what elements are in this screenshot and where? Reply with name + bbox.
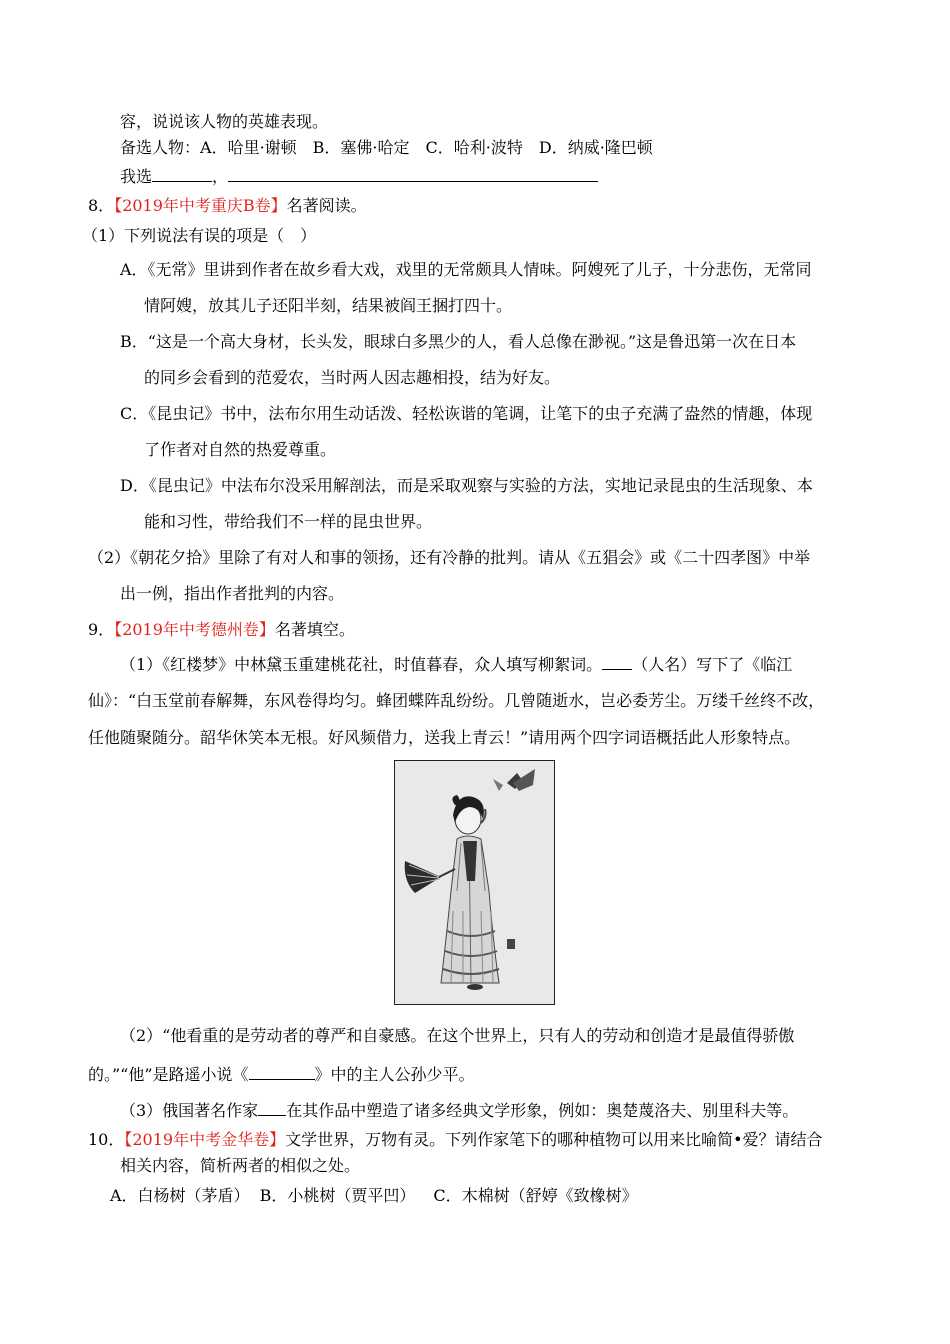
q9-p2-text-a: 的。”“他”是路遥小说《	[88, 1065, 249, 1084]
q10-source-tag: 【2019年中考金华卷】	[124, 1130, 286, 1149]
q8-source-tag: 【2019年中考重庆B卷】	[114, 196, 287, 215]
q8-option-b-line1: B．“这是一个高大身材，长头发，眼球白多黑少的人，看人总像在渺视。”这是鲁迅第一次在日本	[120, 332, 797, 351]
q9-header	[88, 619, 355, 641]
q9-p1-line2: 仙》：“白玉堂前春解舞，东风卷得均匀。蜂团蝶阵乱纷纷。几曾随逝水，岂必委芳尘。万缕千丝终不改，	[88, 691, 825, 710]
q9-source-tag: 【2019年中考德州卷】	[114, 620, 275, 639]
q8-number: 8．	[88, 196, 115, 215]
q9-p3-line	[120, 1099, 798, 1122]
q7-reason-blank[interactable]	[228, 165, 598, 182]
lady-painting-image	[394, 760, 555, 1005]
q9-p1-text-b: （人名）写下了《临江	[632, 655, 793, 674]
q8-header	[88, 195, 367, 217]
q9-p3-text-b: 在其作品中塑造了诸多经典文学形象，例如：奥楚蔑洛夫、别里科夫等。	[286, 1101, 799, 1120]
q9-author-blank[interactable]	[258, 1099, 286, 1116]
q8-option-a-line1: A．《无常》里讲到作者在故乡看大戏，戏里的无常颇具人情味。阿嫂死了儿子，十分悲伤，无常同	[120, 260, 812, 279]
q10-options	[110, 1185, 638, 1207]
q7-option-a: A．哈里·谢顿	[200, 138, 297, 157]
q7-options-prefix: 备选人物：	[120, 138, 201, 157]
q8-option-d-line1: D．《昆虫记》中法布尔没采用解剖法，而是采取观察与实验的方法，实地记录昆虫的生活现象、本	[120, 476, 813, 495]
q10-option-c: C．木棉树（舒婷《致橡树》	[433, 1186, 638, 1205]
q9-p2-line2	[88, 1063, 475, 1086]
q7-choose-label: 我选	[120, 167, 153, 186]
q9-name-blank[interactable]	[602, 653, 632, 670]
q7-answer-line	[120, 165, 598, 188]
q10-option-a: A．白杨树（茅盾）	[110, 1186, 250, 1205]
seal-icon	[507, 939, 515, 949]
q7-option-d: D．纳威·隆巴顿	[538, 138, 653, 157]
q7-option-c: C．哈利·波特	[425, 138, 523, 157]
q9-p1-text-a: （1）《红楼梦》中林黛玉重建桃花社，时值暮春，众人填写柳絮词。	[120, 655, 603, 674]
q8-option-c-line1: C．《昆虫记》书中，法布尔用生动话泼、轻松诙谐的笔调，让笔下的虫子充满了盎然的情趣，体现	[120, 404, 813, 423]
q10-line2: 相关内容，简析两者的相似之处。	[120, 1156, 361, 1175]
q8-option-a-line2: 情阿嫂，放其儿子还阳半刻，结果被阎王捆打四十。	[144, 296, 513, 315]
q7-text-line: 容，说说该人物的英雄表现。	[120, 112, 329, 131]
q10-header	[88, 1129, 823, 1151]
q8-option-b-line2: 的同乡会看到的范爱农，当时两人因志趣相投，结为好友。	[144, 368, 561, 387]
q9-p3-text-a: （3）俄国著名作家	[120, 1101, 259, 1120]
q8-p2-line2: 出一例，指出作者批判的内容。	[120, 584, 345, 603]
q8-p2-line1: （2）《朝花夕拾》里除了有对人和事的领扬，还有冷静的批判。请从《五猖会》或《二十四孝图》中举	[88, 548, 811, 567]
q9-novel-blank[interactable]	[249, 1063, 315, 1080]
q8-option-d-line2: 能和习性，带给我们不一样的昆虫世界。	[144, 512, 433, 531]
q7-comma: ，	[212, 167, 229, 186]
q7-option-b: B．塞佛·哈定	[312, 138, 410, 157]
q9-title: 名著填空。	[274, 620, 355, 639]
q10-option-b: B．小桃树（贾平凹）	[259, 1186, 416, 1205]
q9-p2-line1: （2）“他看重的是劳动者的尊严和自豪感。在这个世界上，只有人的劳动和创造才是最值得骄傲	[120, 1026, 795, 1045]
q7-options	[120, 137, 653, 159]
q7-choice-blank[interactable]	[152, 165, 212, 182]
q8-title: 名著阅读。	[286, 196, 367, 215]
q9-p1-line3: 任他随聚随分。韶华休笑本无根。好风频借力，送我上青云！”请用两个四字词语概括此人形象特点。	[88, 728, 801, 747]
q9-number: 9．	[88, 620, 115, 639]
q8-p1-stem: （1）下列说法有误的项是（ ）	[82, 226, 317, 245]
q10-number: 10．	[88, 1130, 125, 1149]
q10-line1: 文学世界，万物有灵。下列作家笔下的哪种植物可以用来比喻简•爱？请结合	[285, 1130, 823, 1149]
painting-svg	[395, 761, 554, 1004]
q8-option-c-line2: 了作者对自然的热爱尊重。	[144, 440, 337, 459]
q9-p1-line1	[120, 653, 792, 676]
q9-p2-text-b: 》中的主人公孙少平。	[314, 1065, 475, 1084]
